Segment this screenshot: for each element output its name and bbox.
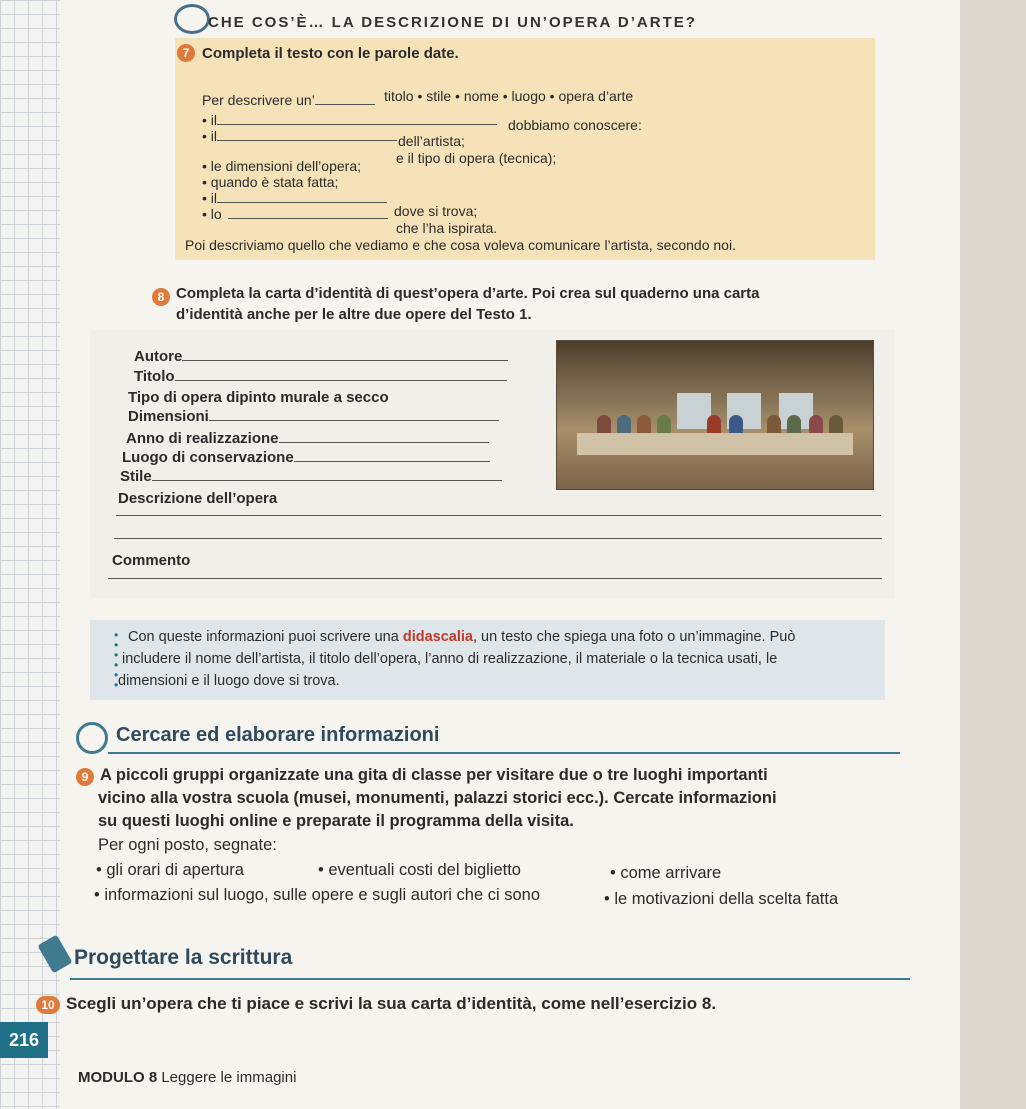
- field-tipo: Tipo di opera dipinto murale a secco: [128, 389, 389, 406]
- ex7-line-8: • lo: [202, 206, 388, 222]
- field-titolo: Titolo: [134, 368, 507, 385]
- ex9-line-2: vicino alla vostra scuola (musei, monumenti, palazzi storici ecc.). Cercate informazioni: [98, 789, 777, 807]
- ex9-line-3: su questi luoghi online e preparate il programma della visita.: [98, 812, 574, 830]
- exercise-7-box: [175, 38, 875, 260]
- ex7-line-3: • il: [202, 128, 397, 144]
- note-dots: • • • • • •: [114, 628, 119, 692]
- ex7-line-6: • quando è stata fatta;: [202, 174, 339, 190]
- exercise-9-number: 9: [76, 768, 94, 786]
- ex7-line-2b: dobbiamo conoscere:: [508, 117, 642, 133]
- ex10-text: Scegli un’opera che ti piace e scrivi la sua carta d’identità, come nell’esercizio 8.: [66, 994, 717, 1013]
- ex9-bullet-5: • le motivazioni della scelta fatta: [604, 890, 839, 908]
- ex7-line-9: che l’ha ispirata.: [396, 220, 498, 236]
- page-header: CHE COS’È… LA DESCRIZIONE DI UN’OPERA D’ARTE?: [208, 14, 697, 31]
- ex9-line-1: A piccoli gruppi organizzate una gita di classe per visitare due o tre luoghi importanti: [100, 766, 768, 784]
- exercise-8-instruction-1: Completa la carta d’identità di quest’opera d’arte. Poi crea sul quaderno una carta: [176, 285, 760, 302]
- section-title-progettare: Progettare la scrittura: [74, 946, 293, 969]
- section-title-cercare: Cercare ed elaborare informazioni: [116, 724, 440, 746]
- ex7-line-5: • le dimensioni dell’opera;: [202, 158, 361, 174]
- ex7-closing: Poi descriviamo quello che vediamo e che cosa voleva comunicare l’artista, secondo noi.: [185, 237, 736, 253]
- ex7-line-4: e il tipo di opera (tecnica);: [396, 150, 557, 166]
- right-background: [960, 0, 1026, 1109]
- field-stile: Stile: [120, 468, 502, 485]
- field-luogo: Luogo di conservazione: [122, 449, 490, 466]
- note-line-3: dimensioni e il luogo dove si trova.: [118, 673, 340, 689]
- page-number: 216: [0, 1022, 48, 1058]
- field-commento: Commento: [112, 552, 191, 569]
- note-line-2: includere il nome dell’artista, il titolo dell’opera, l’anno di realizzazione, il materiale o la tecnica usati, le: [122, 651, 778, 667]
- section-1-rule: [108, 752, 900, 754]
- didascalia-term: didascalia: [402, 629, 473, 645]
- ex9-bullet-2: • eventuali costi del biglietto: [318, 861, 521, 879]
- exercise-7-word-bank: titolo • stile • nome • luogo • opera d’arte: [384, 88, 634, 104]
- descrizione-line-1: [116, 515, 881, 516]
- ex7-line-2: • il: [202, 112, 497, 128]
- header-circle-icon: [174, 4, 210, 34]
- ex9-line-4: Per ogni posto, segnate:: [98, 836, 277, 854]
- ex7-line-3b: dell’artista;: [398, 133, 465, 149]
- ex9-bullet-4: • informazioni sul luogo, sulle opere e sugli autori che ci sono: [94, 886, 541, 904]
- section-2-rule: [70, 978, 910, 980]
- search-section-icon: [76, 722, 108, 754]
- descrizione-line-2: [114, 538, 882, 539]
- footer-module: MODULO 8 Leggere le immagini: [78, 1069, 297, 1086]
- exercise-10-number: 10: [36, 996, 60, 1014]
- ex9-bullet-1: • gli orari di apertura: [96, 861, 244, 879]
- ex9-bullet-3: • come arrivare: [610, 864, 722, 882]
- field-autore: Autore: [134, 348, 508, 365]
- ex7-line-1: Per descrivere un’: [202, 92, 375, 108]
- field-anno: Anno di realizzazione: [126, 430, 489, 447]
- field-descrizione: Descrizione dell’opera: [118, 490, 278, 507]
- exercise-7-instruction: Completa il testo con le parole date.: [202, 45, 459, 62]
- ex7-line-7: • il: [202, 190, 387, 206]
- note-line-1: Con queste informazioni puoi scrivere una didascalia, un testo che spiega una foto o un’immagine. Può: [128, 629, 796, 645]
- exercise-8-number: 8: [152, 288, 170, 306]
- exercise-8-instruction-2: d’identità anche per le altre due opere del Testo 1.: [176, 306, 532, 323]
- commento-line: [108, 578, 882, 579]
- exercise-7-number: 7: [177, 44, 195, 62]
- last-supper-painting: [556, 340, 874, 490]
- ex7-line-8b: dove si trova;: [394, 203, 478, 219]
- field-dimensioni: Dimensioni: [128, 408, 499, 425]
